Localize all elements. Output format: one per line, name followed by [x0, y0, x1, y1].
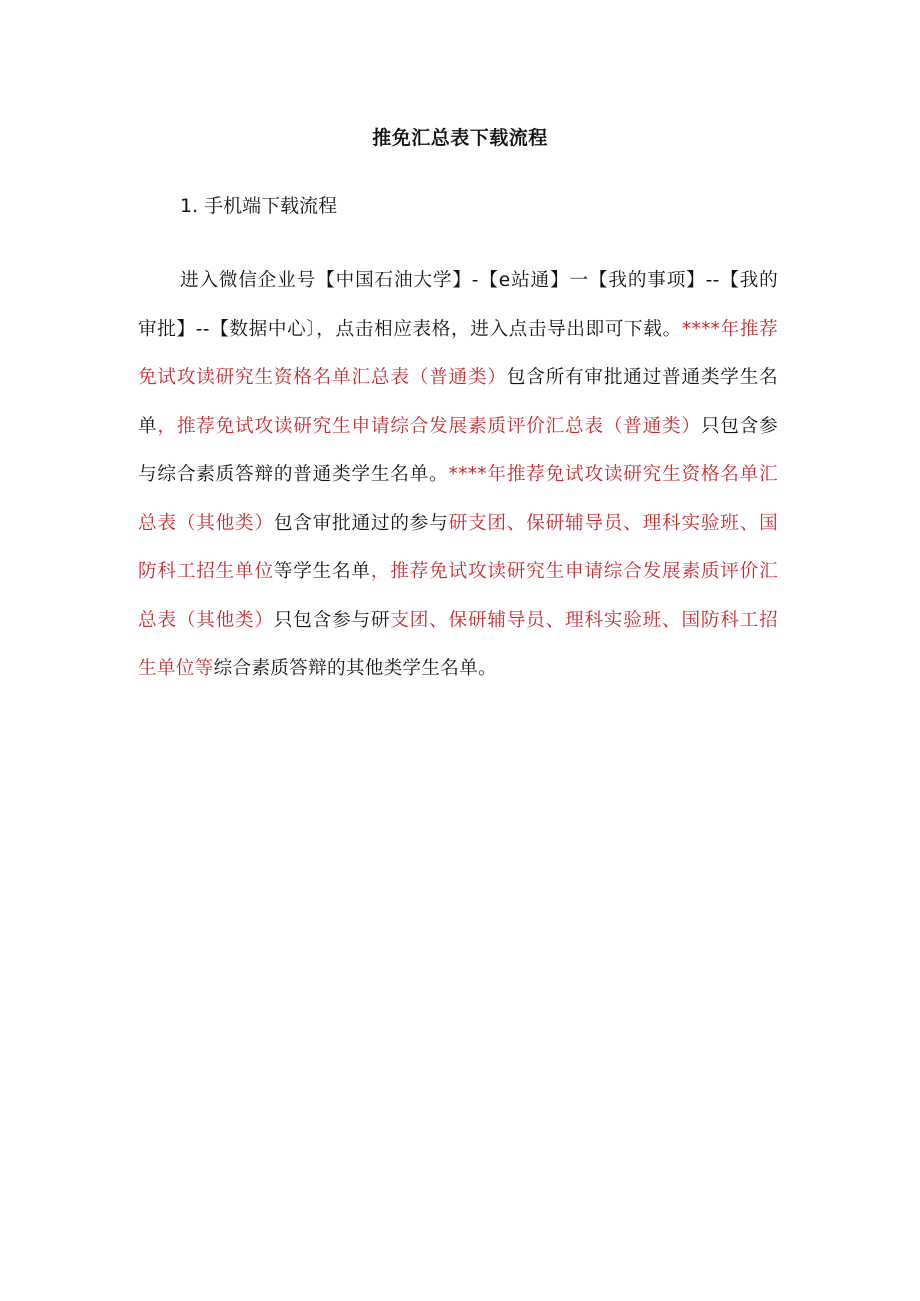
document-title: 推免汇总表下载流程 — [372, 127, 548, 149]
highlighted-text-run: 支团、保研辅导员、理科实验班、国防科工招生单位等 — [138, 609, 778, 679]
text-run: 包含所有审批通过普通类学生名单 — [138, 367, 778, 437]
text-run: 综合素质答辩的其他类学生名单。 — [213, 658, 497, 679]
text-run: 只包含参与研 — [273, 609, 391, 631]
text-run: 进入微信企业号【中国石油大学】-【e站通】一【我的事项】--【我的审批】--【数据中心〕，点击相应表格，进入点击导出即可下载。 — [138, 270, 778, 340]
highlighted-text-run: ，推荐免试攻读研究生申请综合发展素质评价汇总表（普通类） — [157, 415, 701, 437]
text-run: 等学生名单 — [273, 561, 371, 582]
highlighted-text-run: ****年推荐免试攻读研究生资格名单汇总表（普通类） — [138, 318, 778, 388]
section-heading: 1. 手机端下载流程 — [180, 195, 338, 217]
text-run: 只包含参与综合素质答辩的普通类学生名单。 — [138, 415, 778, 485]
highlighted-text-run: 研支团、保研辅导员、理科实验班、国防科工招生单位 — [138, 512, 778, 582]
text-run: 包含审批通过的参与 — [273, 512, 449, 534]
highlighted-text-run: ，推荐免试攻读研究生申请综合发展素质评价汇总表（其他类） — [138, 561, 778, 631]
body-paragraph — [138, 257, 778, 694]
highlighted-text-run: ****年推荐免试攻读研究生资格名单汇总表（其他类） — [138, 464, 778, 534]
